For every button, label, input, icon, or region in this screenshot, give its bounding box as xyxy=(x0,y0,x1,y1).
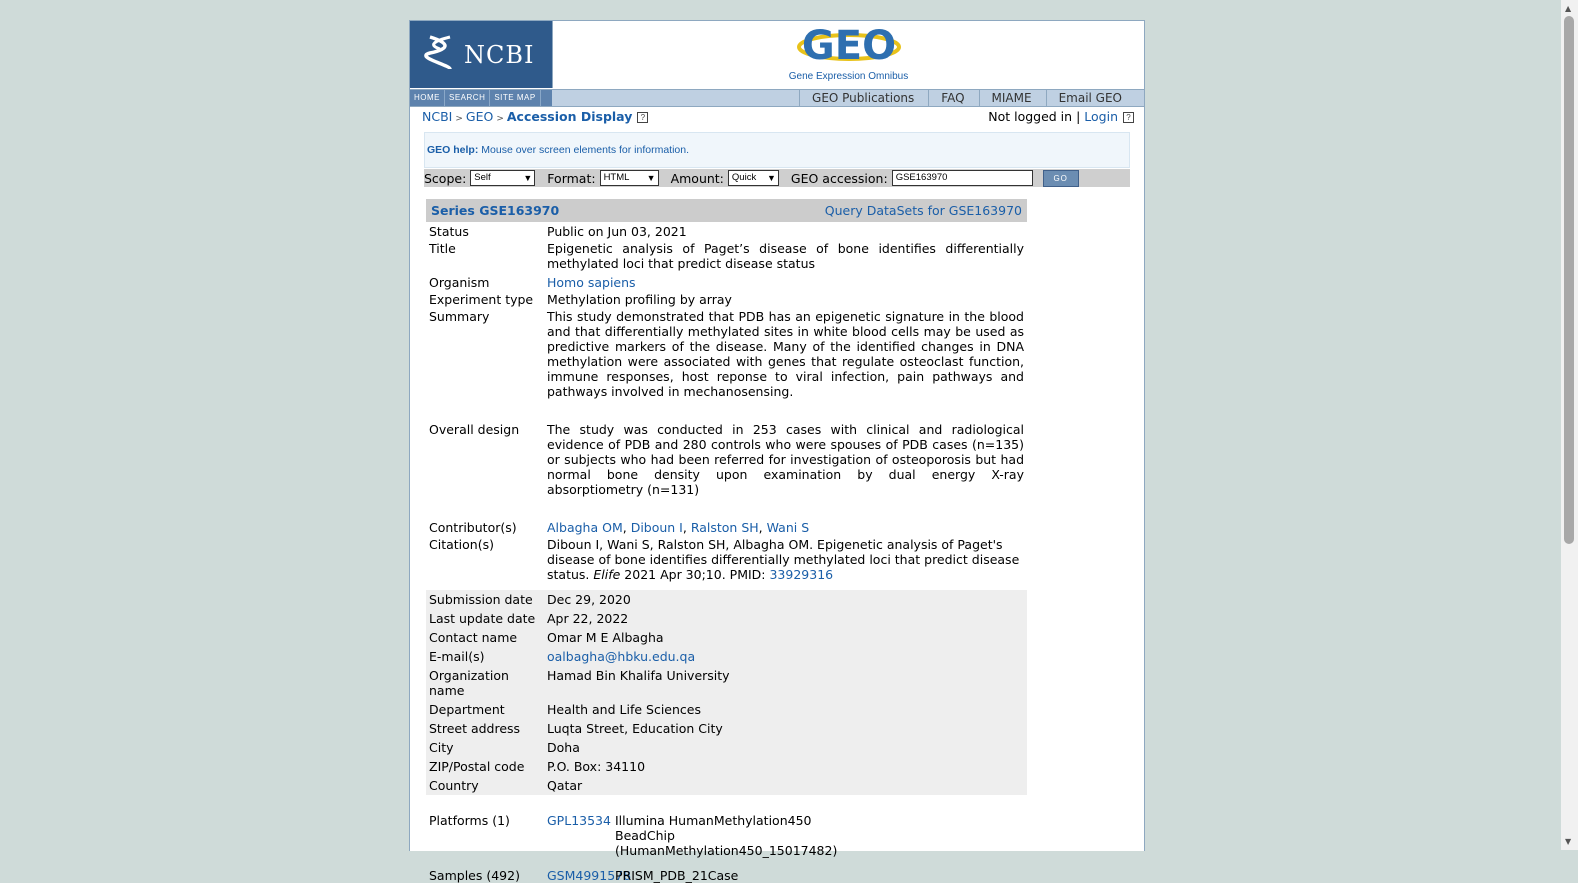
field-row-samples xyxy=(426,866,1027,883)
field-value: Dec 29, 2020 xyxy=(547,592,631,607)
nav-home[interactable]: HOME xyxy=(410,90,445,106)
contact-block xyxy=(426,590,1027,795)
spacer xyxy=(426,582,1027,590)
scope-select[interactable] xyxy=(470,170,535,186)
field-row-email xyxy=(426,645,1027,664)
field-value: Hamad Bin Khalifa University xyxy=(547,668,730,683)
geo-logo-graphic xyxy=(794,21,904,71)
login-link[interactable]: Login xyxy=(1084,109,1118,124)
chevron-down-icon: ▼ xyxy=(766,173,776,183)
citation-text: Diboun I, Wani S, Ralston SH, Albagha OM. Epigenetic analysis of Paget's disease of bone identifies differentially methylated loci that predict disease status. xyxy=(547,537,1020,582)
field-label: ZIP/Postal code xyxy=(429,759,525,774)
field-label: Title xyxy=(429,241,456,256)
field-row-contact-name xyxy=(426,626,1027,645)
nav-search[interactable]: SEARCH xyxy=(445,90,490,106)
vertical-scrollbar[interactable] xyxy=(1561,0,1578,850)
spacer xyxy=(426,399,1027,420)
field-row-organism xyxy=(426,271,1027,290)
breadcrumb-sep: > xyxy=(496,114,504,124)
field-row-contributors: Contributor(s) Albagha OM, Diboun I, Ralston SH, Wani S xyxy=(429,520,810,535)
accession-label: GEO accession: xyxy=(790,170,888,186)
go-button[interactable]: GO xyxy=(1043,170,1079,187)
sample-link[interactable]: GSM4991578 xyxy=(547,868,632,883)
series-details xyxy=(426,199,1027,883)
chevron-down-icon: ▼ xyxy=(646,173,656,183)
field-label: Department xyxy=(429,702,505,717)
pmid-link[interactable]: 33929316 xyxy=(769,567,834,582)
format-select[interactable] xyxy=(600,170,659,186)
field-label: Organism xyxy=(429,275,490,290)
geo-help-label: GEO help: xyxy=(427,144,479,156)
contributor-link[interactable]: Wani S xyxy=(766,520,810,535)
field-value: Epigenetic analysis of Paget’s disease of bone identifies differentially methylated loci that predict disease status xyxy=(547,241,1024,271)
field-label: Country xyxy=(429,778,479,793)
field-value: Methylation profiling by array xyxy=(547,292,732,307)
field-value: Apr 22, 2022 xyxy=(547,611,629,626)
field-value: Omar M E Albagha xyxy=(547,630,664,645)
dna-helix-icon xyxy=(424,35,456,74)
nav-bar xyxy=(410,90,1144,107)
field-row-street xyxy=(426,717,1027,736)
field-label: Contributor(s) xyxy=(429,520,517,535)
field-label: Contact name xyxy=(429,630,518,645)
header xyxy=(410,21,1144,90)
field-row-overall-design xyxy=(426,420,1027,497)
field-row-city xyxy=(426,736,1027,755)
geo-nav xyxy=(799,90,1136,106)
amount-label: Amount: xyxy=(670,170,724,186)
field-row-submission-date xyxy=(426,590,1027,607)
contributor-link[interactable]: Diboun I xyxy=(630,520,683,535)
scrollbar-thumb[interactable] xyxy=(1564,16,1574,544)
breadcrumb-current: Accession Display xyxy=(506,109,633,124)
chevron-down-icon: ▼ xyxy=(523,173,533,183)
geo-logo[interactable] xyxy=(553,21,1144,88)
ncbi-nav xyxy=(410,90,552,106)
field-value: Luqta Street, Education City xyxy=(547,721,723,736)
citation-tail: 2021 Apr 30;10. PMID: xyxy=(624,567,766,582)
format-value: HTML xyxy=(603,172,630,183)
amount-select[interactable] xyxy=(728,170,779,186)
help-question-icon[interactable]: ? xyxy=(1123,112,1134,123)
spacer xyxy=(426,858,1027,866)
nav-site-map[interactable]: SITE MAP xyxy=(490,90,540,106)
scope-label: Scope: xyxy=(424,170,467,186)
field-label: Overall design xyxy=(429,422,520,437)
nav-miame[interactable]: MIAME xyxy=(979,90,1046,106)
field-row-organization xyxy=(426,664,1027,698)
field-value: Public on Jun 03, 2021 xyxy=(547,224,687,239)
geo-help-box xyxy=(424,132,1130,168)
contributor-link[interactable]: Albagha OM xyxy=(547,520,623,535)
field-value: Doha xyxy=(547,740,580,755)
login-status: Not logged in xyxy=(988,109,1073,124)
breadcrumb-geo[interactable]: GEO xyxy=(465,109,494,124)
field-value: Qatar xyxy=(547,778,583,793)
geo-subtitle: Gene Expression Omnibus xyxy=(788,71,909,82)
nav-geo-publications[interactable]: GEO Publications xyxy=(799,90,928,106)
field-label: Status xyxy=(429,224,469,239)
organism-link[interactable]: Homo sapiens xyxy=(547,275,636,290)
geo-logo-text: GEO xyxy=(801,23,896,69)
citation-journal: Elife xyxy=(593,567,621,582)
geo-help-text: Mouse over screen elements for information. xyxy=(481,144,690,156)
field-label: Platforms (1) xyxy=(429,813,510,828)
page-container xyxy=(409,20,1145,883)
series-header xyxy=(426,199,1027,222)
field-label: Organization name xyxy=(429,668,509,698)
help-question-icon[interactable]: ? xyxy=(637,112,648,123)
field-row-citations xyxy=(426,535,1027,582)
field-value: The study was conducted in 253 cases with clinical and radiological evidence of PDB and 280 controls who were spouses of PDB cases (n=135) or subjects who had been referred for investigation of osteoporosis but had normal bone density upon examination by dual energy X-ray absorptiometry (n=131) xyxy=(547,422,1024,497)
field-value: Health and Life Sciences xyxy=(547,702,701,717)
accession-form xyxy=(424,169,1130,187)
amount-value: Quick xyxy=(731,172,757,183)
field-label: Citation(s) xyxy=(429,537,494,552)
contributor-link[interactable]: Ralston SH xyxy=(690,520,759,535)
field-row-experiment-type xyxy=(426,290,1027,307)
field-label: City xyxy=(429,740,454,755)
field-value: This study demonstrated that PDB has an epigenetic signature in the blood and that differentially methylated sites in white blood cells may be used as predictive markers of the disease. Many of the identified changes in DNA methylation were associated with genes that regulate osteoclast function, immune responses, host reponse to viral infection, pain pathways and pathways involved in mechanosensing. xyxy=(547,309,1024,399)
field-label: Last update date xyxy=(429,611,536,626)
field-label: Submission date xyxy=(429,592,533,607)
spacer xyxy=(426,795,1027,811)
nav-email-geo[interactable]: Email GEO xyxy=(1046,90,1136,106)
scroll-down-icon[interactable]: ▼ xyxy=(1565,837,1572,846)
query-datasets-link[interactable]: Query DataSets for GSE163970 xyxy=(824,203,1022,218)
ncbi-logo[interactable] xyxy=(410,21,553,88)
login-area xyxy=(988,107,1134,127)
field-label: Samples (492) xyxy=(429,868,520,883)
field-row-title xyxy=(426,239,1027,271)
breadcrumb-sep: > xyxy=(455,114,463,124)
ncbi-logo-text: NCBI xyxy=(464,40,535,69)
field-label: Experiment type xyxy=(429,292,534,307)
field-row-last-update xyxy=(426,607,1027,626)
breadcrumb-ncbi[interactable]: NCBI xyxy=(422,109,453,124)
scroll-up-icon[interactable]: ▲ xyxy=(1565,4,1572,13)
field-value: P.O. Box: 34110 xyxy=(547,759,646,774)
field-row-summary xyxy=(426,307,1027,399)
field-row-country xyxy=(426,774,1027,793)
nav-faq[interactable]: FAQ xyxy=(928,90,978,106)
platform-desc: Illumina HumanMethylation450 BeadChip (HumanMethylation450_15017482) xyxy=(615,813,838,858)
series-title: Series GSE163970 xyxy=(431,203,560,218)
breadcrumb xyxy=(410,107,1144,127)
field-row-status xyxy=(426,222,1027,239)
field-row-zip xyxy=(426,755,1027,774)
field-row-platforms xyxy=(426,811,1027,858)
field-label: Street address xyxy=(429,721,521,736)
platform-link[interactable]: GPL13534 xyxy=(547,813,611,828)
format-label: Format: xyxy=(547,170,596,186)
scope-value: Self xyxy=(474,172,491,183)
email-link[interactable]: oalbagha@hbku.edu.qa xyxy=(547,649,696,664)
field-label: Summary xyxy=(429,309,490,324)
accession-input[interactable]: GSE163970 xyxy=(892,170,1033,186)
spacer xyxy=(426,497,1027,518)
field-row-department xyxy=(426,698,1027,717)
field-label: E-mail(s) xyxy=(429,649,485,664)
sample-desc: PRISM_PDB_21Case xyxy=(615,868,739,883)
login-sep: | xyxy=(1076,109,1081,124)
